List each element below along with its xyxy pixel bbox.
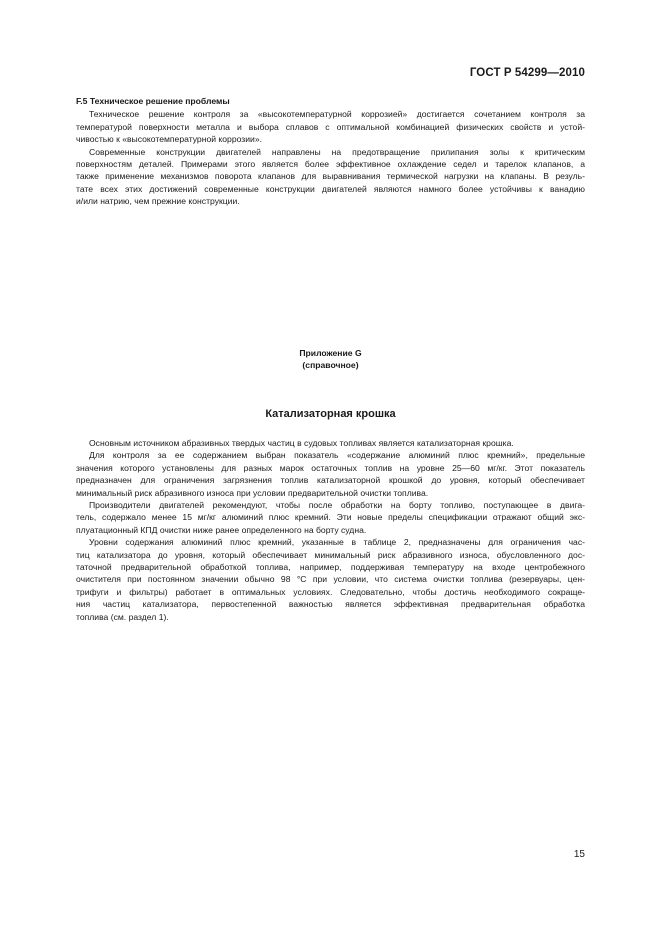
text-line: Техническое решение контроля за «высокотемпературной коррозией» достигается сочетанием контроля за bbox=[89, 109, 585, 120]
text-line: поверхностям деталей. Примерами этого является более эффективное охлаждение седел и тарелок клапанов, а bbox=[76, 159, 585, 170]
text-line: чивостью к «высокотемпературной коррозии». bbox=[76, 134, 262, 145]
text-line: Уровни содержания алюминий плюс кремний, указанные в таблице 2, предназначены для ограничения час- bbox=[89, 537, 585, 548]
annex-g-paragraph-2 bbox=[76, 449, 585, 499]
text-line: Основным источником абразивных твердых частиц в судовых топливах является катализаторная крошка. bbox=[89, 438, 514, 448]
text-line: предназначен для ограничения загрязнения топлив катализаторной крошкой до уровня, который обеспечивает bbox=[76, 475, 585, 486]
annex-heading bbox=[0, 347, 661, 372]
text-line: очистителя при постоянном значении обычно 98 °С при условии, что система очистки топлива (резервуары, цен- bbox=[76, 574, 585, 585]
text-line: также применение механизмов поворота клапанов для выравнивания термической нагрузки на клапаны. В резуль- bbox=[76, 171, 585, 182]
page-number: 15 bbox=[573, 849, 585, 860]
section-f5 bbox=[76, 95, 585, 208]
text-line: минимальный риск абразивного износа при условии предварительной очистки топлива. bbox=[76, 487, 429, 498]
annex-g-body bbox=[76, 437, 585, 623]
text-line: плуатационный КПД очистки ниже ранее определенного на борту судна. bbox=[76, 524, 367, 535]
text-line: значения которого установлены для разных марок остаточных топлив на уровне 25—60 мг/кг. Этот показатель bbox=[76, 462, 585, 473]
annex-g-paragraph-4 bbox=[76, 536, 585, 623]
section-f5-paragraph-1 bbox=[76, 108, 585, 145]
text-line: ния частиц катализатора, первостепенной важностью является эффективная предварительная обработка bbox=[76, 599, 585, 610]
text-line: тате всех этих достижений современные конструкции двигателей являются намного более устойчивы к ванадию bbox=[76, 183, 585, 194]
text-line: трифуги и фильтры) работает в оптимальных условиях. Следовательно, чтобы достичь необходимого сокраще- bbox=[76, 586, 585, 597]
document-id-header: ГОСТ Р 54299—2010 bbox=[469, 67, 585, 79]
annex-label: Приложение G bbox=[299, 348, 362, 358]
text-line: Современные конструкции двигателей направлены на предотвращение прилипания золы к критическим bbox=[89, 146, 585, 157]
text-line: Для контроля за ее содержанием выбран показатель «содержание алюминий плюс кремний», предельные bbox=[89, 450, 585, 461]
text-line: топлива (см. раздел 1). bbox=[76, 611, 169, 622]
annex-status: (справочное) bbox=[302, 360, 359, 371]
text-line: таточной предварительной обработкой топлива, например, поддерживая температуру на входе центробежного bbox=[76, 562, 585, 573]
text-line: тель, содержало менее 15 мг/кг алюминий плюс кремний. Эти новые пределы спецификации отражают общий экс- bbox=[76, 512, 585, 523]
text-line: тиц катализатора до уровня, который обеспечивает минимальный риск абразивного износа, обусловленного дос- bbox=[76, 549, 585, 560]
section-f5-title: F.5 Техническое решение проблемы bbox=[76, 96, 230, 106]
annex-g-paragraph-1 bbox=[76, 437, 585, 449]
text-line: температурой поверхности металла и выбора сплавов с оптимальной комбинацией физических свойств и устой- bbox=[76, 121, 585, 132]
text-line: и/или натрию, чем прежние конструкции. bbox=[76, 196, 240, 207]
annex-title: Катализаторная крошка bbox=[265, 408, 396, 420]
text-line: Производители двигателей рекомендуют, чтобы после обработки на борту топливо, поступающее в двига- bbox=[89, 500, 585, 511]
section-f5-paragraph-2 bbox=[76, 146, 585, 208]
annex-g-paragraph-3 bbox=[76, 499, 585, 536]
